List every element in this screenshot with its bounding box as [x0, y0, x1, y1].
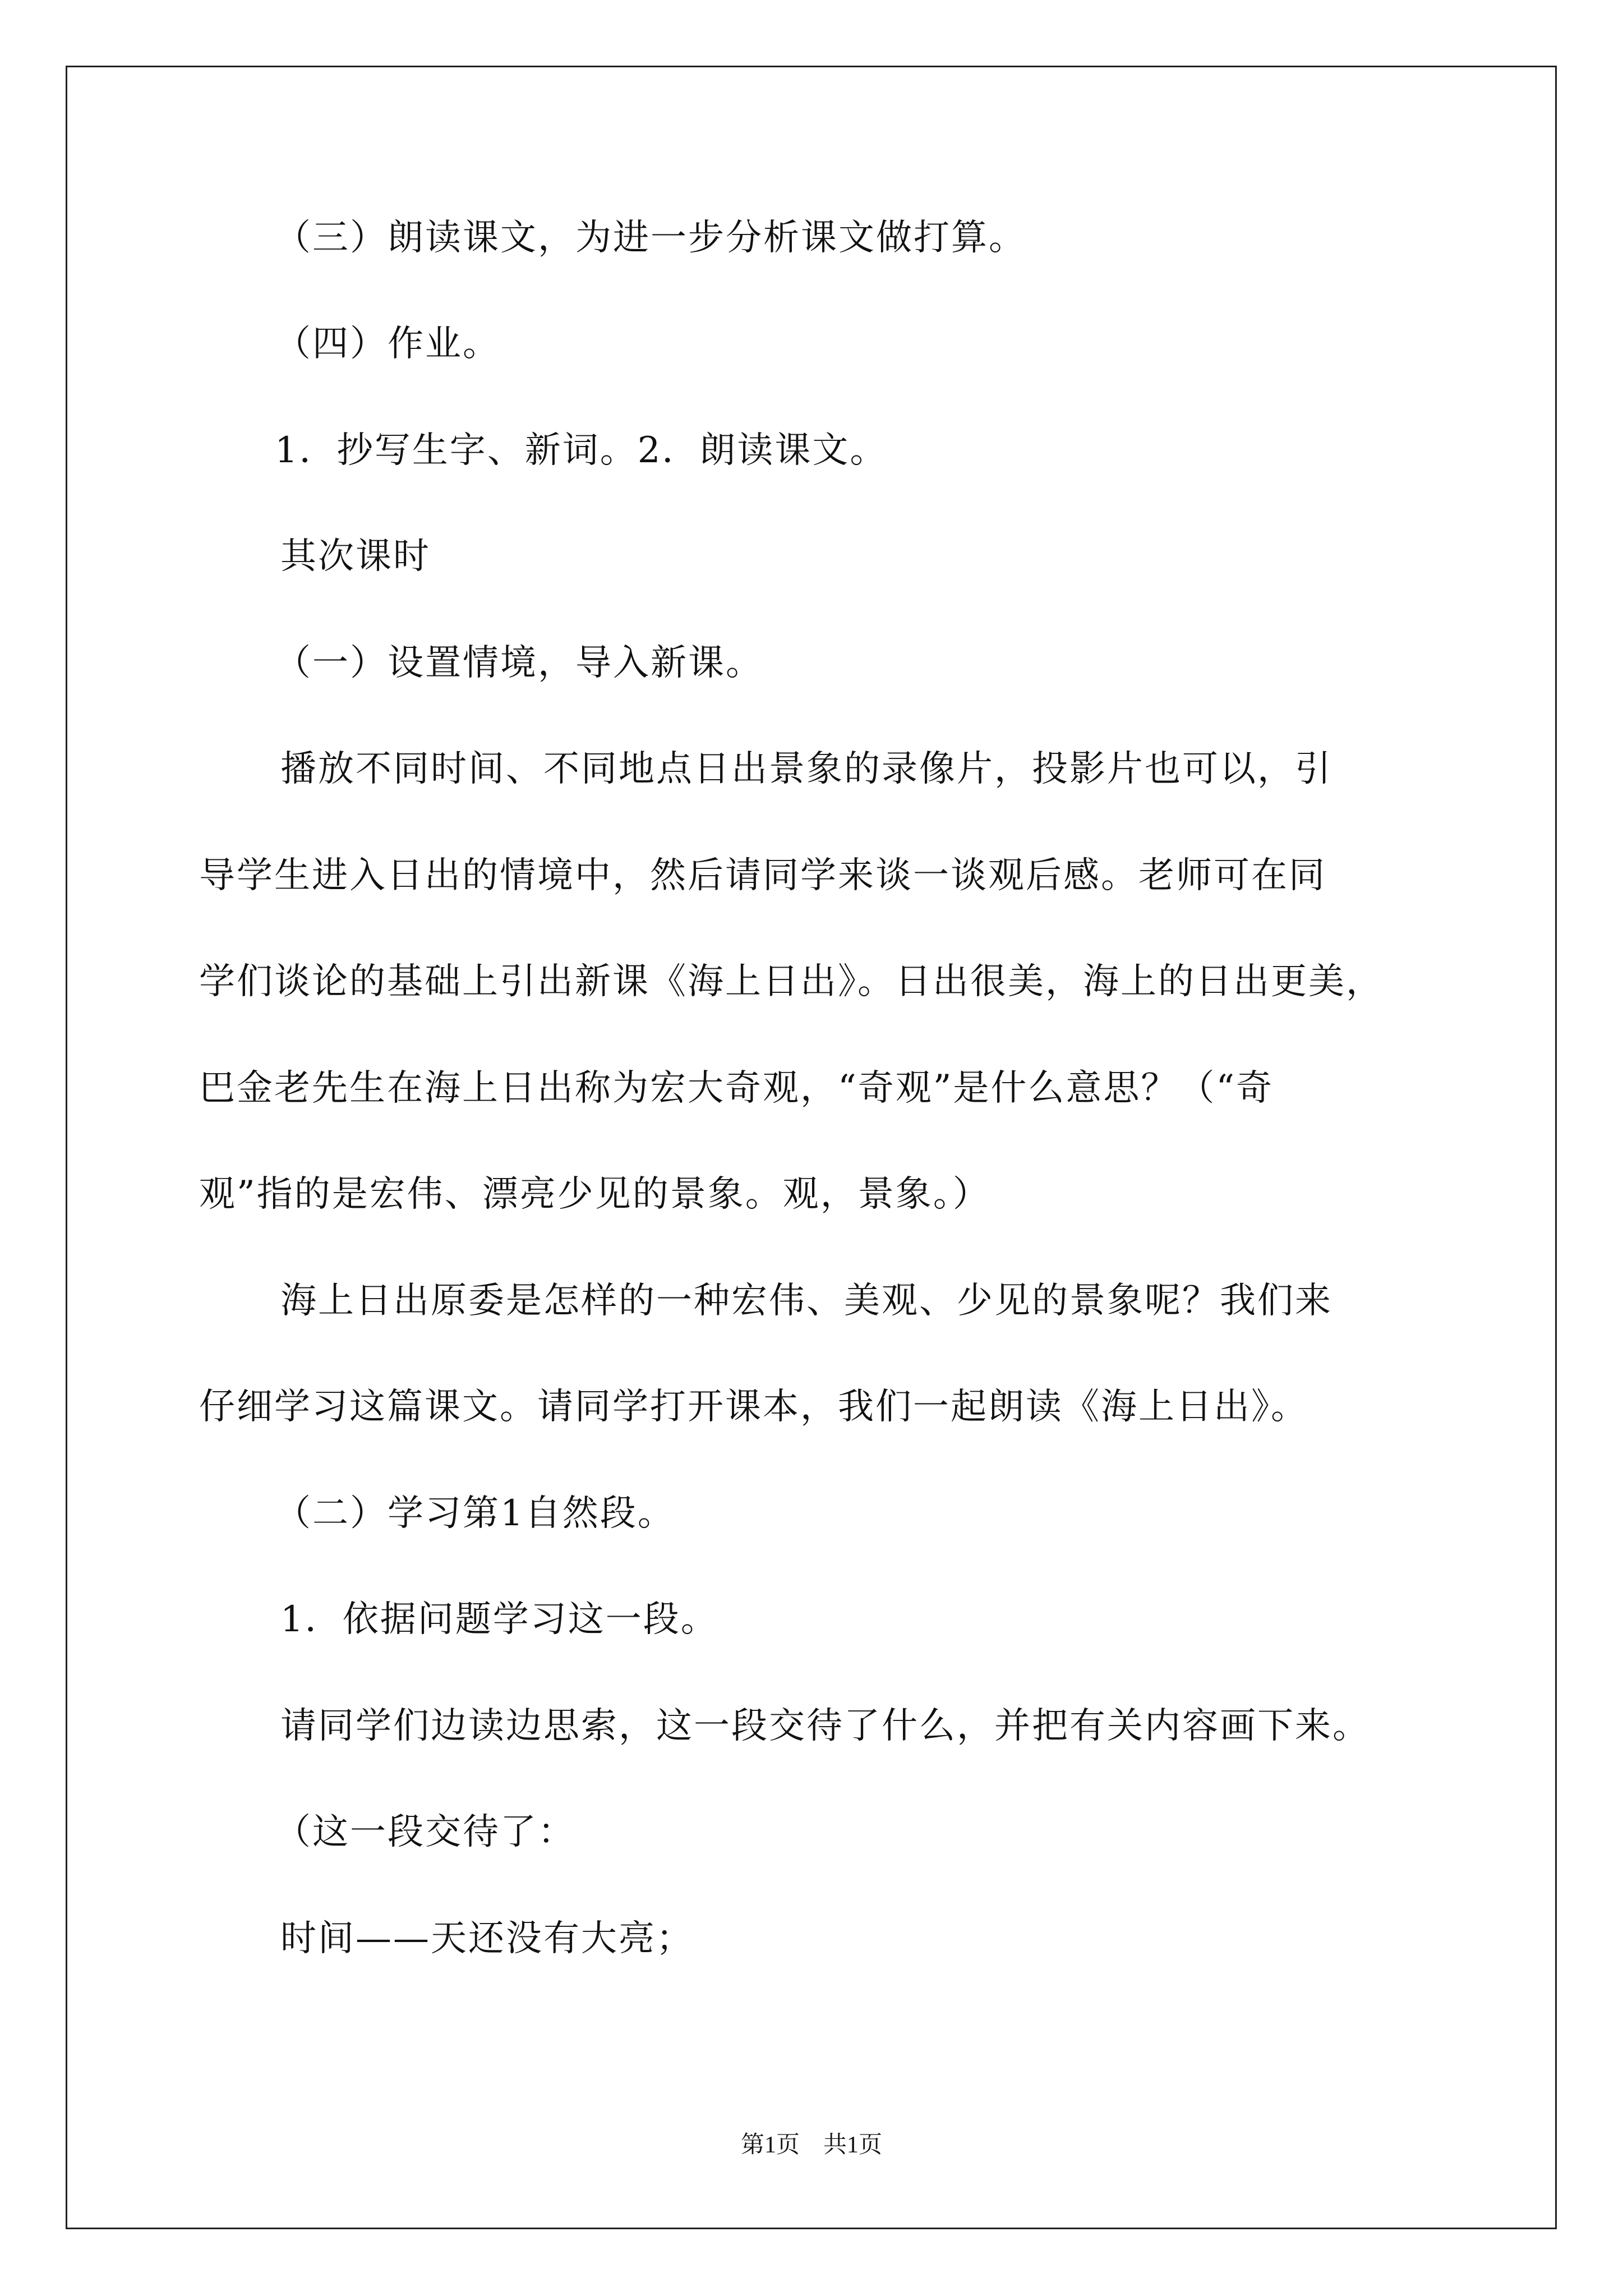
text-line: （三）朗读课文，为进一步分析课文做打算。: [275, 217, 1026, 259]
text-line: 巴金老先生在海上日出称为宏大奇观，“奇观”是什么意思？（“奇: [199, 1068, 1274, 1109]
text-line: 1．依据问题学习这一段。: [280, 1599, 718, 1640]
text-line: （四）作业。: [275, 323, 500, 365]
text-line: 其次课时: [280, 536, 431, 577]
text-line: 1．抄写生字、新词。2．朗读课文。: [275, 430, 888, 471]
text-line: 仔细学习这篇课文。请同学打开课本，我们一起朗读《海上日出》。: [199, 1386, 1308, 1428]
text-line: （二）学习第1自然段。: [275, 1493, 675, 1534]
text-line: 学们谈论的基础上引出新课《海上日出》。日出很美，海上的日出更美，: [199, 961, 1384, 1002]
text-line: 观”指的是宏伟、漂亮少见的景象。观，景象。）: [199, 1174, 990, 1215]
text-line: 时间——天还没有大亮；: [280, 1918, 694, 1959]
text-line: 导学生进入日出的情境中，然后请同学来谈一谈观后感。老师可在同: [199, 855, 1326, 896]
text-line: 播放不同时间、不同地点日出景象的录像片，投影片也可以，引: [280, 748, 1332, 790]
page-border: [66, 66, 1557, 2229]
text-line: （这一段交待了：: [275, 1811, 575, 1853]
text-line: 请同学们边读边思索，这一段交待了什么，并把有关内容画下来。: [280, 1705, 1370, 1747]
text-line: 海上日出原委是怎样的一种宏伟、美观、少见的景象呢？我们来: [280, 1280, 1332, 1322]
text-line: （一）设置情境，导入新课。: [275, 642, 763, 684]
page-number: 第1页 共1页: [740, 2132, 882, 2158]
